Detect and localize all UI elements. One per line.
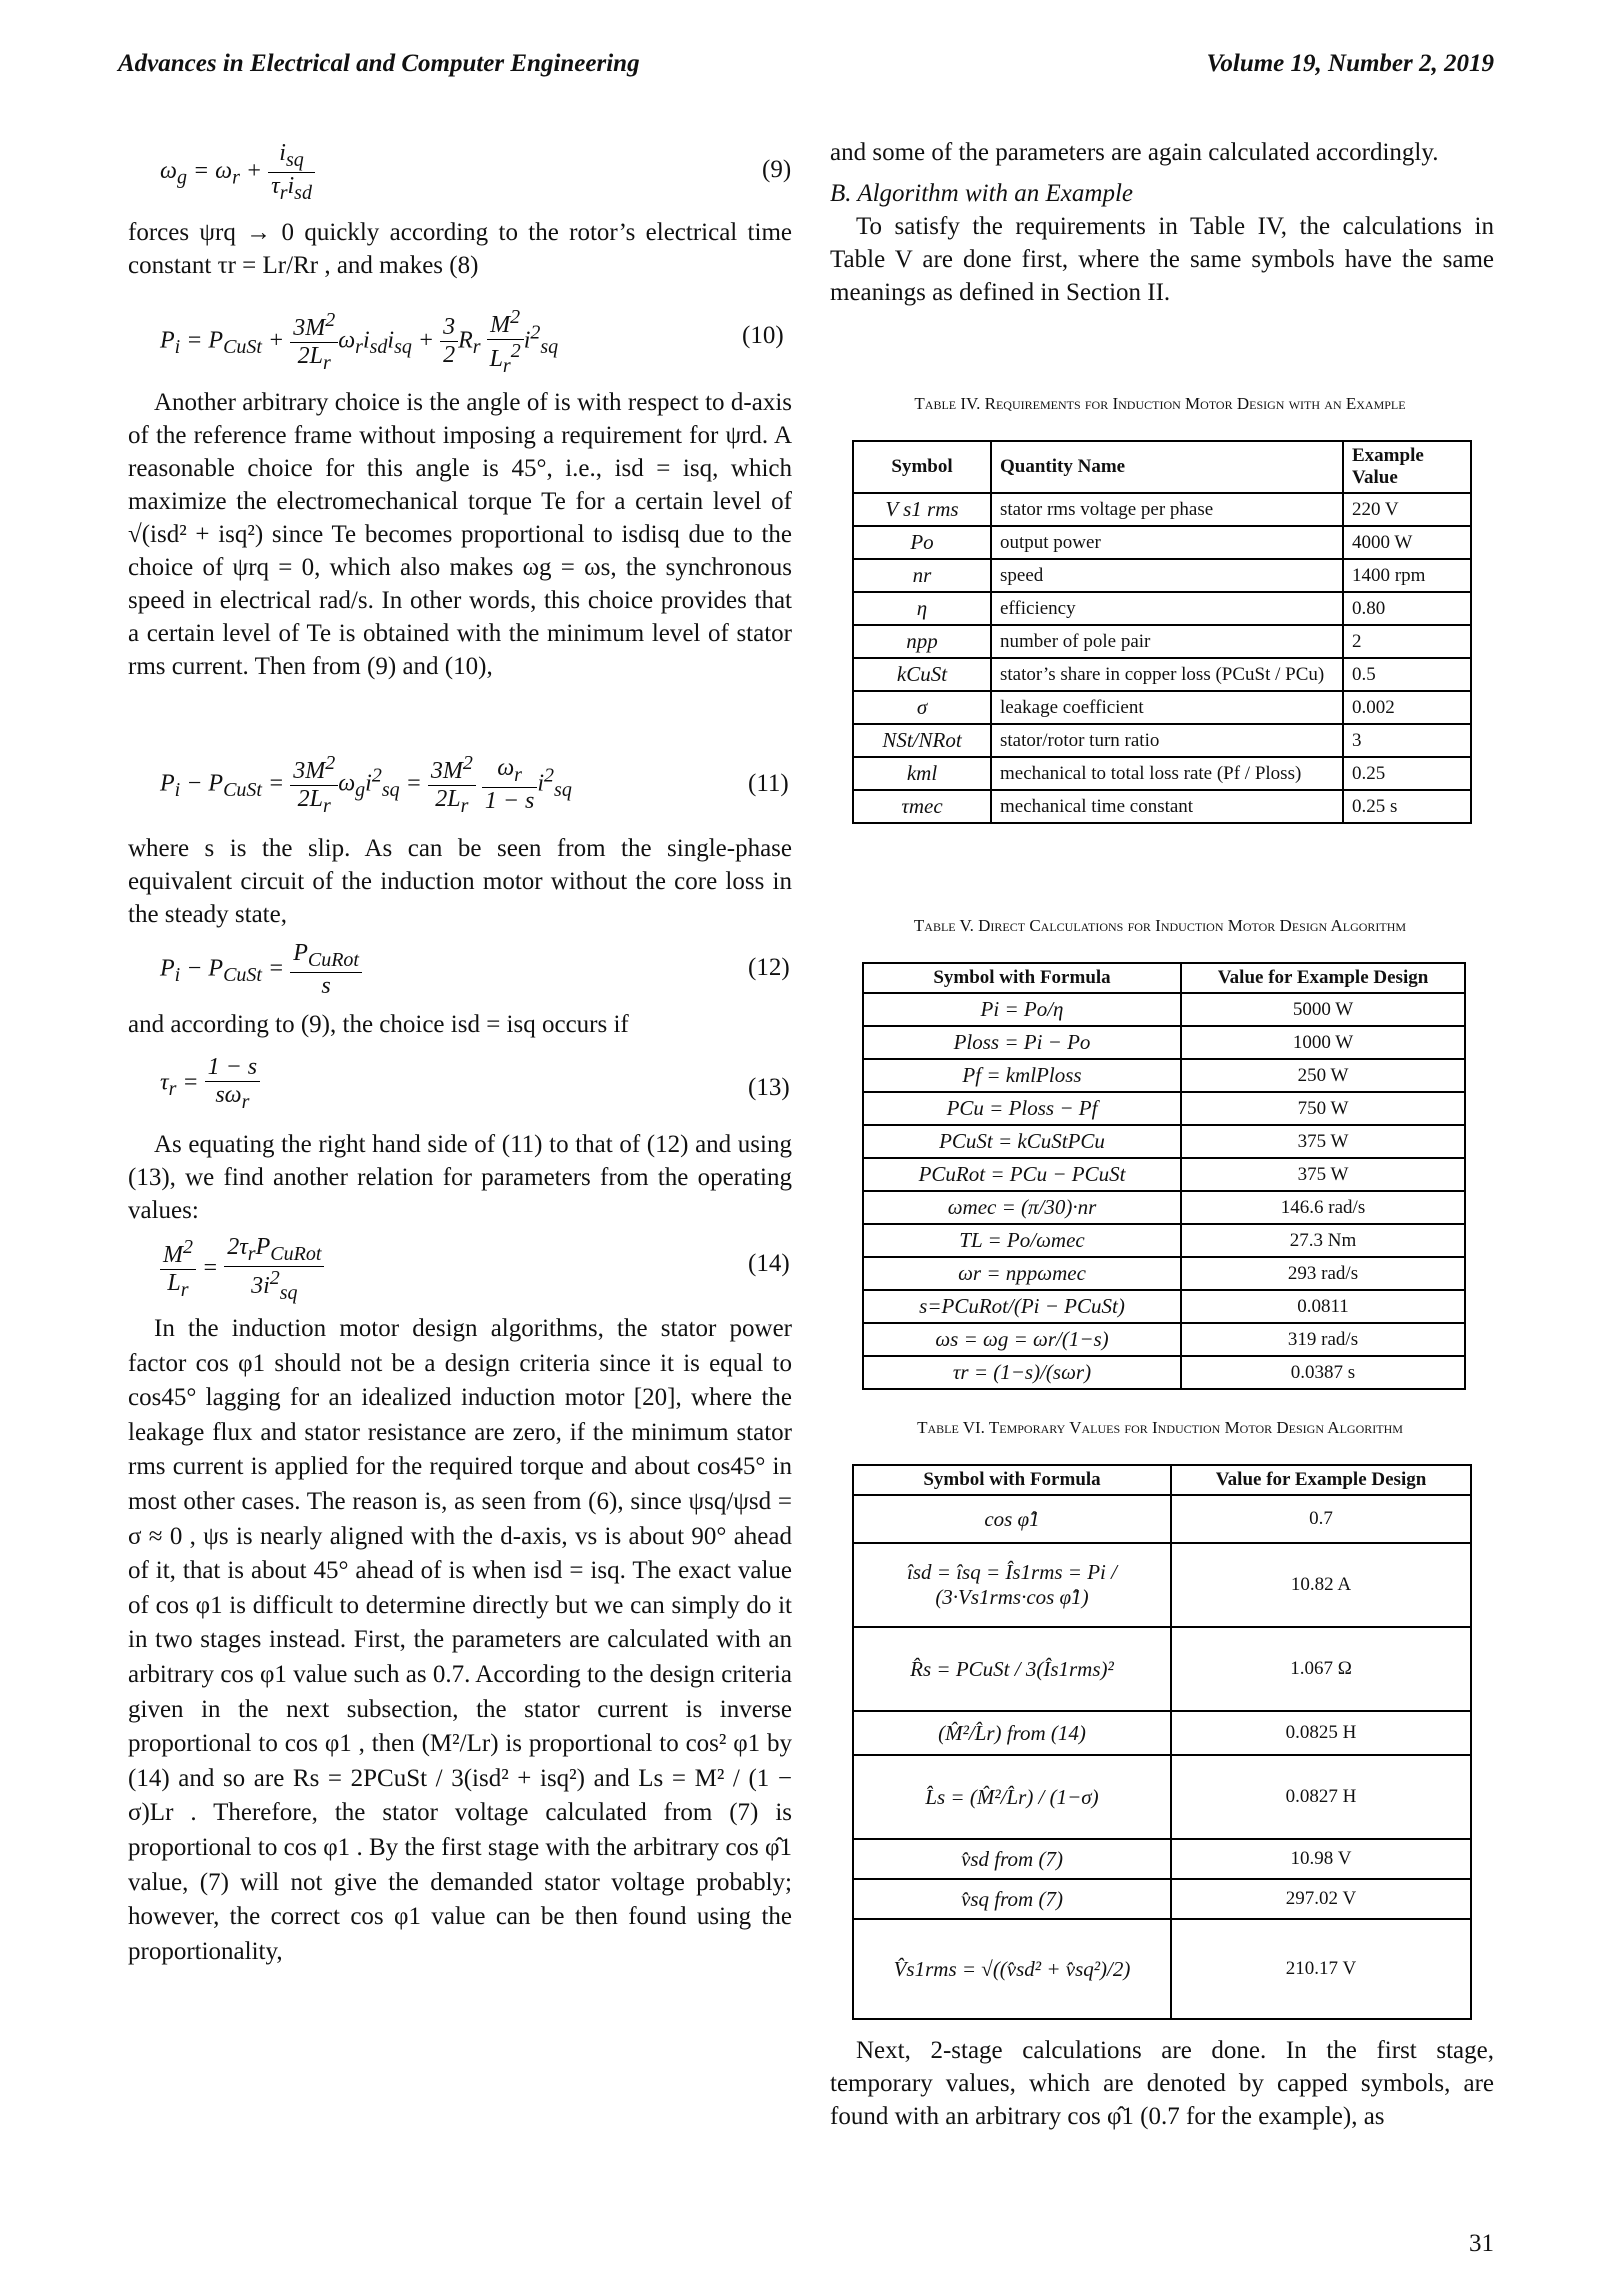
table-cell: 1400 rpm (1343, 559, 1471, 592)
equation-9: $\omega_g = \omega_r$ + $\frac{i_{sq}}{\tau_ri_{sd}}$ (160, 140, 315, 205)
table-6-caption: Table VI. Temporary Values for Induction Motor Design Algorithm (917, 1418, 1403, 1437)
table-row (853, 1627, 1471, 1711)
table-cell: ωmec = (π/30)·nr (863, 1191, 1181, 1224)
table-cell: τmec (853, 790, 991, 823)
table-cell: R̂s = PCuSt / 3(Îs1rms)² (853, 1627, 1171, 1711)
volume-info: Volume 19, Number 2, 2019 (1206, 50, 1494, 77)
table-cell: 2 (1343, 625, 1471, 658)
equation-11: $P_i - P_{CuSt}$ = $\frac{3M^2}{2L_r}$ $\omega_gi^2_{sq}$ = $\frac{3M^2}{2L_r}$ $\frac{\omega_r}{1 - s}$ $i^2_{sq}$ (160, 752, 572, 817)
table-cell: 10.82 A (1171, 1543, 1471, 1627)
table-row (863, 993, 1465, 1026)
table-cell: 375 W (1181, 1125, 1465, 1158)
table-cell: η (853, 592, 991, 625)
equation-14: $\frac{M^2}{L_r}$ = $\frac{2\tau_rP_{CuRot}}{3i^2_{sq}}$ (160, 1234, 324, 1305)
table-cell: Pf = kmlPloss (863, 1059, 1181, 1092)
table-row (853, 592, 1471, 625)
table-cell: v̂sq from (7) (853, 1879, 1171, 1919)
equation-11-label: (11) (748, 770, 789, 797)
table-row (863, 1356, 1465, 1389)
table-row (853, 790, 1471, 823)
table-cell: mechanical to total loss rate (Pf / Ploss) (991, 757, 1343, 790)
paragraph-next: Next, 2-stage calculations are done. In the first stage, temporary values, which are denoted by capped symbols, are found with an arbitrary cos φ̂1 (0.7 for the example), as (830, 2037, 1494, 2130)
table-cell: TL = Po/ωmec (863, 1224, 1181, 1257)
table-cell: 0.80 (1343, 592, 1471, 625)
table-row (863, 1290, 1465, 1323)
table-row (863, 1092, 1465, 1125)
table-header: Symbol (853, 441, 991, 493)
table-row (863, 1323, 1465, 1356)
table-cell: 750 W (1181, 1092, 1465, 1125)
table-cell: 1.067 Ω (1171, 1627, 1471, 1711)
table-cell: 319 rad/s (1181, 1323, 1465, 1356)
equation-10: $P_i = P_{CuSt}$ + $\frac{3M^2}{2L_r}$ $\omega_ri_{sd}i_{sq}$ + $\frac{3}{2}$ $R_r$ $\frac{M^2}{L_r^2}$ $i^2_{sq}$ (160, 306, 559, 377)
equation-13-label: (13) (748, 1074, 790, 1101)
table-cell: v̂sd from (7) (853, 1839, 1171, 1879)
table-cell: 375 W (1181, 1158, 1465, 1191)
equation-12: $P_i - P_{CuSt}$ = $\frac{P_{CuRot}}{s}$ (160, 940, 362, 1000)
page-number: 31 (1469, 2230, 1494, 2257)
table-cell: 0.7 (1171, 1495, 1471, 1543)
table-row (853, 691, 1471, 724)
table-4-caption: Table IV. Requirements for Induction Motor Design with an Example (914, 394, 1406, 413)
table-cell: 0.0825 H (1171, 1711, 1471, 1755)
table-header: Value for Example Design (1171, 1465, 1471, 1495)
table-row (853, 1919, 1471, 2019)
table-cell: 27.3 Nm (1181, 1224, 1465, 1257)
table-cell: σ (853, 691, 991, 724)
table-cell: leakage coefficient (991, 691, 1343, 724)
table-header: Value for Example Design (1181, 963, 1465, 993)
table-cell: V s1 rms (853, 493, 991, 526)
table-row (863, 1125, 1465, 1158)
table-cell: npp (853, 625, 991, 658)
table-cell: 210.17 V (1171, 1919, 1471, 2019)
table-row (863, 1158, 1465, 1191)
table-5 (862, 962, 1466, 1390)
table-cell: V̂s1rms = √((v̂sd² + v̂sq²)/2) (853, 1919, 1171, 2019)
table-cell: Pi = Po/η (863, 993, 1181, 1026)
table-cell: 1000 W (1181, 1026, 1465, 1059)
table-cell: L̂s = (M̂²/L̂r) / (1−σ) (853, 1755, 1171, 1839)
table-cell: kCuSt (853, 658, 991, 691)
table-cell: (M̂²/L̂r) from (14) (853, 1711, 1171, 1755)
equation-13: $\tau_r$ = $\frac{1 - s}{s\omega_r}$ (160, 1054, 260, 1114)
table-cell: NSt/NRot (853, 724, 991, 757)
table-cell: 5000 W (1181, 993, 1465, 1026)
table-cell: 0.0827 H (1171, 1755, 1471, 1839)
table-cell: PCuSt = kCuStPCu (863, 1125, 1181, 1158)
table-4 (852, 440, 1472, 824)
paragraph-according: and according to (9), the choice isd = isq occurs if (128, 1011, 629, 1038)
table-row (853, 1839, 1471, 1879)
table-header: Quantity Name (991, 441, 1343, 493)
table-cell: 10.98 V (1171, 1839, 1471, 1879)
table-row (853, 757, 1471, 790)
paragraph-satisfy: To satisfy the requirements in Table IV, the calculations in Table V are done first, where the same symbols have the same meanings as defined in Section II. (830, 213, 1494, 306)
table-header: Symbol with Formula (853, 1465, 1171, 1495)
table-cell: 250 W (1181, 1059, 1465, 1092)
table-cell: cos φ̂1 (853, 1495, 1171, 1543)
paragraph-another: Another arbitrary choice is the angle of is with respect to d-axis of the reference frame without imposing a requirement for ψrd. A reasonable choice for this angle is 45°, i.e., isd = isq, which maximize the electromechanical torque Te for a certain level of √(isd² + isq²) since Te becomes proportional to isdisq due to the choice of ψrq = 0, which also makes ωg = ωs, the synchronous speed in electrical rad/s. In other words, this choice provides that a certain level of Te is obtained with the minimum level of stator rms current. Then from (9) and (10), (128, 389, 792, 680)
table-row (863, 1026, 1465, 1059)
table-header: Symbol with Formula (863, 963, 1181, 993)
table-row (853, 526, 1471, 559)
table-row (853, 1711, 1471, 1755)
table-cell: stator rms voltage per phase (991, 493, 1343, 526)
section-b-heading: B. Algorithm with an Example (830, 180, 1133, 207)
table-cell: 297.02 V (1171, 1879, 1471, 1919)
table-cell: 3 (1343, 724, 1471, 757)
table-cell: Ploss = Pi − Po (863, 1026, 1181, 1059)
table-row (863, 1257, 1465, 1290)
table-6 (852, 1464, 1472, 2020)
table-cell: s=PCuRot/(Pi − PCuSt) (863, 1290, 1181, 1323)
table-row (853, 625, 1471, 658)
table-cell: stator/rotor turn ratio (991, 724, 1343, 757)
table-cell: ωs = ωg = ωr/(1−s) (863, 1323, 1181, 1356)
table-row (863, 1191, 1465, 1224)
table-cell: nr (853, 559, 991, 592)
table-cell: efficiency (991, 592, 1343, 625)
table-cell: mechanical time constant (991, 790, 1343, 823)
table-cell: 220 V (1343, 493, 1471, 526)
table-cell: ωr = nppωmec (863, 1257, 1181, 1290)
equation-12-label: (12) (748, 954, 790, 981)
table-row (853, 559, 1471, 592)
table-cell: kml (853, 757, 991, 790)
table-cell: number of pole pair (991, 625, 1343, 658)
table-6-header (853, 1465, 1471, 1495)
paragraph-design: In the induction motor design algorithms, the stator power factor cos φ1 should not be a design criteria since it is equal to cos45° lagging for an idealized induction motor [20], where the leakage flux and stator resistance are zero, if the minimum stator rms current is applied for the required torque and about cos45° in most other cases. The reason is, as seen from (6), since ψsq/ψsd = σ ≈ 0 , ψs is nearly aligned with the d-axis, vs is about 90° ahead of it, that is about 45° ahead of is when isd = isq. The exact value of cos φ1 is difficult to determine directly but we can simply do it in two stages instead. First, the parameters are calculated with an arbitrary cos φ1 value such as 0.7. According to the design criteria given in the next subsection, the stator current is inverse proportional to cos φ1 , then (M²/Lr) is proportional to cos² φ1 by (14) and so are Rs = 2PCuSt / 3(isd² + isq²) and Ls = M² / (1 − σ)Lr . Therefore, the stator voltage calculated from (7) is proportional to cos φ1 . By the first stage with the arbitrary cos φ̂1 value, (7) will not give the demanded stator voltage probably; however, the correct cos φ1 value can be then found using the proportionality, (128, 1315, 792, 1965)
equation-9-label: (9) (762, 156, 792, 183)
equation-10-label: (10) (742, 322, 784, 349)
table-row (853, 1543, 1471, 1627)
table-row (853, 724, 1471, 757)
paragraph-equating: As equating the right hand side of (11) to that of (12) and using (13), we find another relation for parameters from the operating values: (128, 1131, 792, 1224)
table-cell: 0.25 (1343, 757, 1471, 790)
table-cell: 4000 W (1343, 526, 1471, 559)
table-5-caption: Table V. Direct Calculations for Induction Motor Design Algorithm (913, 916, 1407, 935)
table-row (853, 493, 1471, 526)
table-cell: 0.5 (1343, 658, 1471, 691)
table-cell: Po (853, 526, 991, 559)
table-cell: 293 rad/s (1181, 1257, 1465, 1290)
table-row (853, 658, 1471, 691)
paragraph-some: and some of the parameters are again calculated accordingly. (830, 139, 1439, 166)
table-cell: 0.0387 s (1181, 1356, 1465, 1389)
table-header: Example Value (1343, 441, 1471, 493)
table-row (853, 1495, 1471, 1543)
table-row (853, 1879, 1471, 1919)
table-cell: stator’s share in copper loss (PCuSt / PCu) (991, 658, 1343, 691)
table-cell: τr = (1−s)/(sωr) (863, 1356, 1181, 1389)
table-cell: 0.25 s (1343, 790, 1471, 823)
table-cell: 0.002 (1343, 691, 1471, 724)
table-row (863, 1059, 1465, 1092)
table-4-header (853, 441, 1471, 493)
table-cell: PCu = Ploss − Pf (863, 1092, 1181, 1125)
table-cell: îsd = îsq = Îs1rms = Pi / (3·Vs1rms·cos φ̂1) (853, 1543, 1171, 1627)
journal-title: Advances in Electrical and Computer Engineering (118, 50, 640, 77)
table-row (863, 1224, 1465, 1257)
table-cell: speed (991, 559, 1343, 592)
paragraph-forces: forces ψrq → 0 quickly according to the rotor’s electrical time constant τr = Lr/Rr , and makes (8) (128, 219, 792, 279)
equation-14-label: (14) (748, 1250, 790, 1277)
table-cell: 146.6 rad/s (1181, 1191, 1465, 1224)
table-row (853, 1755, 1471, 1839)
table-cell: output power (991, 526, 1343, 559)
table-cell: PCuRot = PCu − PCuSt (863, 1158, 1181, 1191)
paragraph-where: where s is the slip. As can be seen from the single-phase equivalent circuit of the induction motor without the core loss in the steady state, (128, 835, 792, 928)
table-5-header (863, 963, 1465, 993)
table-cell: 0.0811 (1181, 1290, 1465, 1323)
